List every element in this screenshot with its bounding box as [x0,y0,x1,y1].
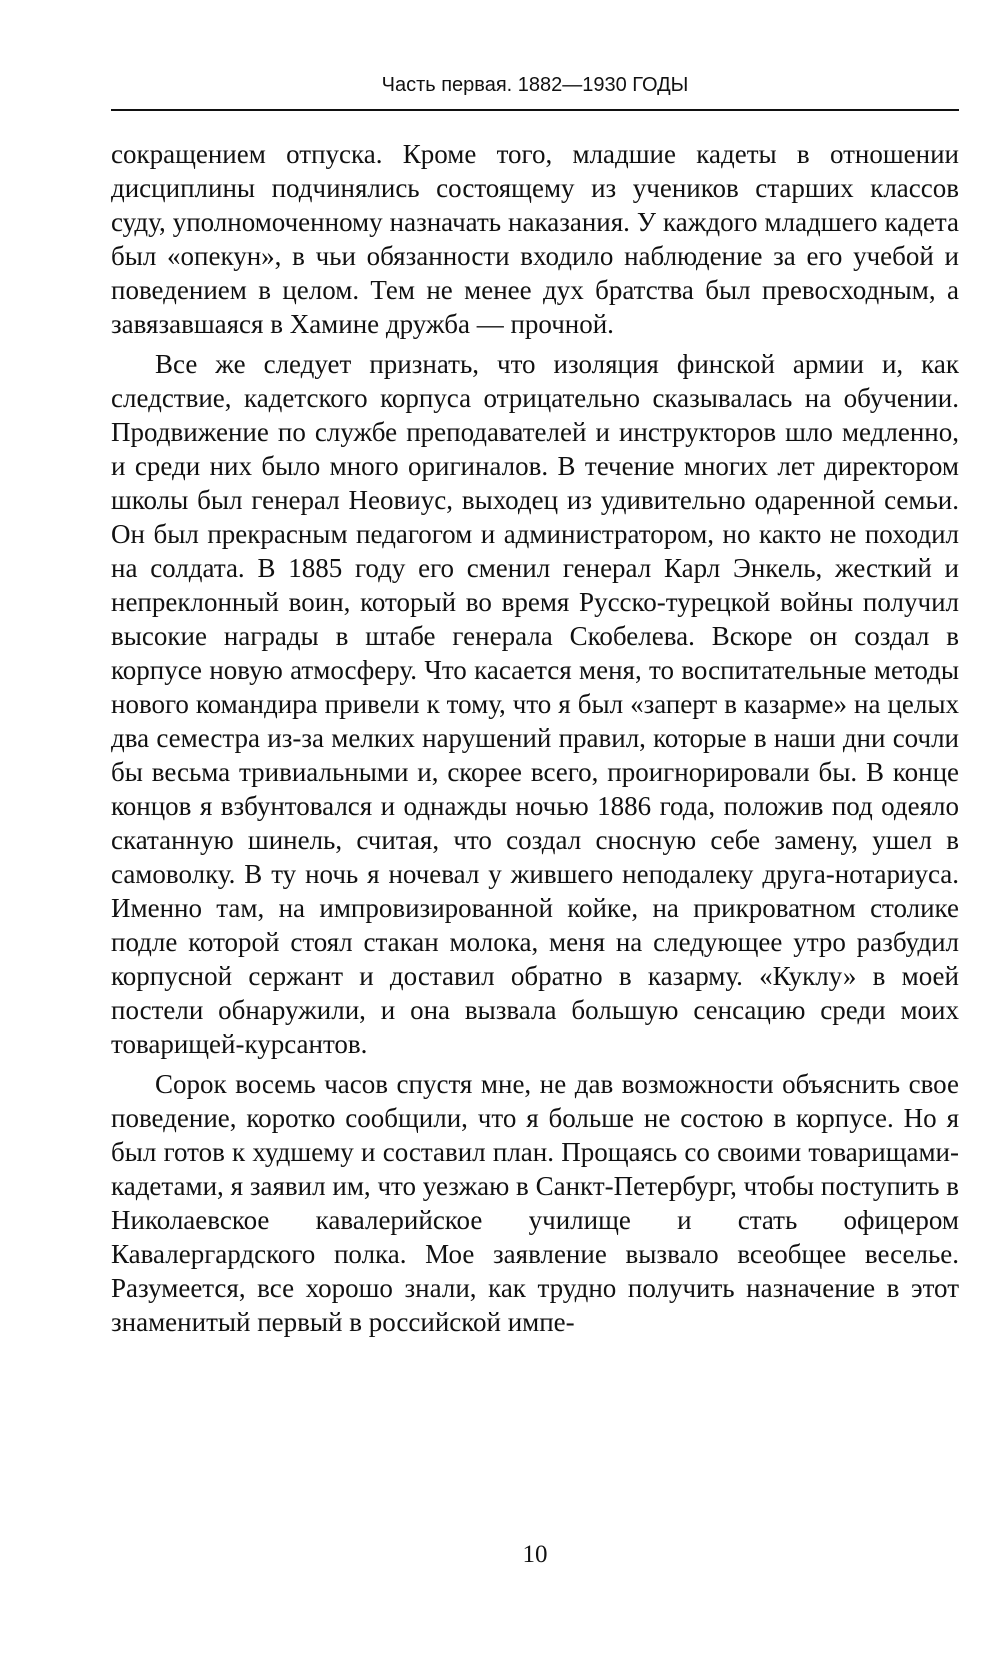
header-rule [111,109,959,111]
page-number: 10 [522,1541,548,1568]
body-text [111,137,959,1339]
paragraph-3: Сорок восемь часов спустя мне, не дав возможности объяснить свое поведение, коротко сообщили, что я больше не состою в корпусе. Но я был готов к худшему и составил план. Прощаясь со своими товарищами-кадетами, я заявил им, что уезжаю в Санкт-Петербург, чтобы поступить в Николаевское кавалерийское училище и стать офицером Кавалергардского полка. Мое заявление вызвало всеобщее веселье. Разумеется, все хорошо знали, как трудно получить назначение в этот знаменитый первый в российской импе- [111,1069,959,1337]
running-head: Часть первая. 1882—1930 ГОДЫ [381,74,689,96]
paragraph-2: Все же следует признать, что изоляция финской армии и, как следствие, кадетского корпуса отрицательно сказывалась на обучении. Продвижение по службе преподавателей и инструкторов шло медленно, и среди них было много оригиналов. В течение многих лет директором школы был генерал Неовиус, выходец из удивительно одаренной семьи. Он был прекрасным педагогом и администратором, но както не походил на солдата. В 1885 году его сменил генерал Карл Энкель, жесткий и непреклонный воин, который во время Русско-турецкой войны получил высокие награды в штабе генерала Скобелева. Вскоре он создал в корпусе новую атмосферу. Что касается меня, то воспитательные методы нового командира привели к тому, что я был «заперт в казарме» на целых два семестра из-за мелких нарушений правил, которые в наши дни сочли бы весьма тривиальными и, скорее всего, проигнорировали бы. В конце концов я взбунтовался и однажды ночью 1886 года, положив под одеяло скатанную шинель, считая, что создал сносную себе замену, ушел в самоволку. В ту ночь я ночевал у жившего неподалеку друга-нотариуса. Именно там, на импровизированной койке, на прикроватном столике подле которой стоял стакан молока, меня на следующее утро разбудил корпусной сержант и доставил обратно в казарму. «Куклу» в моей постели обнаружили, и она вызвала большую сенсацию среди моих товарищей-курсантов. [111,349,959,1059]
paragraph-1: сокращением отпуска. Кроме того, младшие кадеты в отношении дисциплины подчинялись состоящему из учеников старших классов суду, уполномоченному назначать наказания. У каждого младшего кадета был «опекун», в чьи обязанности входило наблюдение за его учебой и поведением в целом. Тем не менее дух братства был превосходным, а завязавшаяся в Хамине дружба — прочной. [111,139,959,339]
